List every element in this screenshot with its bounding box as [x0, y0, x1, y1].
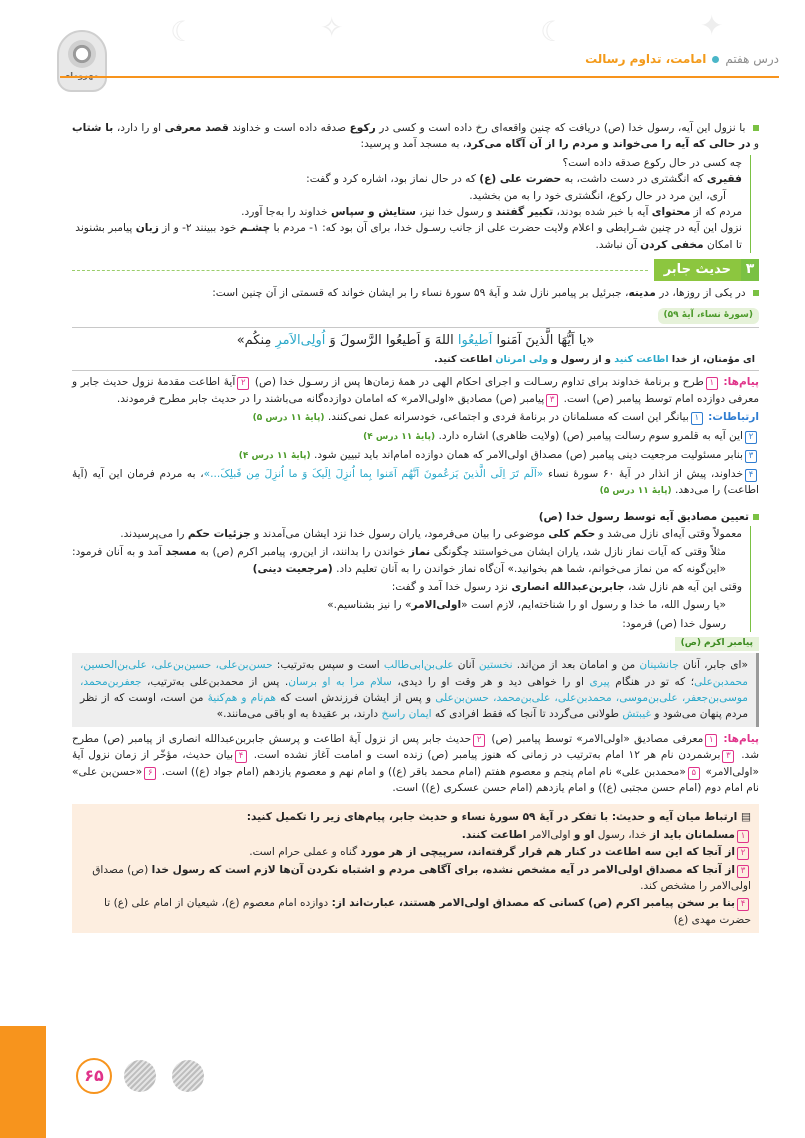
dialogue-line: آری، این مرد در حال رکوع، انگشتری خود را به من بخشید.: [469, 189, 726, 202]
number-badge: ۱: [691, 412, 703, 425]
text: مردم که از: [690, 206, 742, 219]
link-text: بنابر مسئولیت مرجعیت دینی پیامبر (ص) مصداق اولی‌الامر که همان دوازده امام‌اند باید تبیین شود.: [314, 449, 743, 462]
text-bold: اطاعت کنند.: [461, 828, 527, 841]
text-highlight: غیبتش: [622, 708, 651, 721]
lesson-reference: (پایهٔ ۱۱ درس ۵): [252, 413, 325, 424]
messages-block: [72, 374, 759, 407]
text-bold: جزئیات حکم: [187, 527, 251, 540]
number-badge: ۲: [745, 431, 757, 444]
logo-text: مهروماه: [65, 70, 99, 80]
activity-question: [80, 809, 751, 825]
message-text: برشمردن نام هر ۱۲ امام به‌ترتیب در زمانی که هنوز پیامبر (ص) زنده است و امامت آغاز نشده است.: [253, 749, 721, 762]
text-bold: اولی‌الامر: [411, 599, 462, 612]
text-bold: مخفی کردن: [640, 238, 704, 251]
text-bold: جابربن‌عبدالله انصاری: [511, 581, 625, 594]
dialogue-line: [72, 220, 742, 253]
text-bold: مدینه: [628, 287, 656, 300]
message-text: حدیث جابر پس از نزول آیهٔ اطاعت و پرسش جابربن‌عبدالله انصاری از پیامبر (ص) مطرح شد.: [72, 732, 759, 762]
hadith-label: پیامبر اکرم (ص): [675, 637, 759, 651]
text-highlight: جعفربن‌محمد، موسی‌بن‌جعفر، علی‌بن‌موسی، محمدبن‌علی، علی‌بن‌محمد، حسن‌بن‌علی: [80, 675, 748, 705]
message-text: پیامبر (ص) مصادیق «اولی‌الامر» که امامان دوازده‌گانه می‌باشند را در حدیث جابر مطرح فرمودند.: [116, 392, 545, 405]
text-bold: نماز: [408, 546, 431, 559]
text-bold: حضرت علی (ع): [479, 173, 562, 186]
text-bold: حکم کلی: [548, 527, 596, 540]
text: و از رسول و: [548, 353, 615, 365]
text-bold: (مرجعیت دینی): [252, 562, 333, 575]
text-bold: از آنجا که این سه اطاعت در کنار هم قرار گرفته‌اند، سرپیچی از هر مورد: [360, 846, 735, 859]
link-text: خداوند، پیش از انذار در آیهٔ ۶۰ سورهٔ نساء: [543, 468, 743, 481]
text: و پس از ایشان فرزندش است که: [276, 692, 436, 705]
text: نزد رسول خدا آمد و گفت:: [391, 581, 512, 594]
text: خود ببینند ۲- و از: [158, 222, 240, 235]
text-highlight: علی‌بن‌ابی‌طالب: [383, 659, 454, 672]
text-highlight: ولی امرتان: [495, 353, 549, 365]
text-highlight: سلام مرا به او برسان: [288, 675, 392, 688]
text-bold: فقیری: [706, 173, 742, 186]
text-highlight: هم‌نام و هم‌کنیهٔ: [207, 692, 277, 705]
number-badge: ۲: [237, 377, 249, 390]
text: ارتباط میان آیه و حدیث: با تفکر در آیهٔ ۵۹ سورهٔ نساء و حدیث جابر، پیام‌های زیر را تکمیل کنید:: [246, 811, 738, 824]
page-side-bar: [0, 1026, 46, 1138]
message-text: معرفی مصادیق «اولی‌الامر» توسط پیامبر (ص): [491, 732, 704, 745]
text: من و امامان بعد از من‌اند.: [512, 659, 640, 672]
text: آن نباشد.: [595, 238, 641, 251]
text: خدا، رسول: [594, 828, 651, 841]
text: او را دارد،: [113, 122, 165, 134]
verse-box: [72, 327, 759, 372]
subsection-block: [72, 526, 751, 632]
subsection-title: تعیین مصادیق آیه توسط رسول خدا (ص): [72, 509, 759, 525]
subsection-paragraph: [72, 544, 726, 577]
number-badge: ۳: [722, 750, 734, 763]
text: موضوعی را بیان می‌فرمود، یاران رسول خدا نزد ایشان می‌آمدند و: [250, 527, 549, 540]
message-text: «حسن‌بن علی» نام امام دوم (امام حسن مجتبی (ع)) و امام یازدهم (امام حسن عسکری (ع)) است.: [72, 765, 759, 795]
intro-paragraph: [72, 120, 759, 153]
subsection-paragraph: رسول خدا (ص) فرمود:: [622, 617, 726, 630]
star-deco-icon: ✦: [700, 9, 724, 42]
moon-deco-icon: ☾: [540, 15, 566, 48]
link-item: [72, 428, 759, 445]
verse-translation: [76, 353, 755, 368]
text: مِنکُم»: [236, 332, 276, 348]
text-bold: مسجد: [165, 546, 197, 559]
text-highlight: پیری: [589, 675, 610, 688]
number-badge: ۲: [737, 847, 749, 860]
text: پیامبر بشنوند تا امکان: [75, 222, 742, 251]
circle-deco-icon: [124, 1060, 156, 1092]
surah-reference: (سورهٔ نساء، آیهٔ ۵۹): [658, 308, 760, 324]
number-badge: ۵: [688, 767, 700, 780]
text-bold: بنا بر سخن پیامبر اکرم (ص) کسانی که مصداق اولی‌الامر هستند، عبارت‌اند از:: [331, 897, 735, 910]
activity-answer: [80, 895, 751, 928]
subsection-paragraph: [72, 579, 742, 595]
text-highlight: اُولِی‌الاَمرِ: [275, 332, 326, 348]
text-bold: قصد معرفی: [164, 122, 229, 134]
text-bold: او و: [573, 828, 595, 841]
text: گناه و عملی حرام است.: [249, 846, 361, 859]
page-content: [72, 120, 759, 933]
quran-verse: [76, 331, 755, 351]
number-badge: ۱: [706, 377, 718, 390]
text: آیه با خبر شده بودند،: [553, 206, 652, 219]
text: را می‌پرسیدند.: [120, 527, 188, 540]
text: ؛ که تو در هنگام: [609, 675, 695, 688]
subsection-paragraph: [72, 526, 742, 542]
links-label: ارتباطات:: [708, 411, 759, 424]
text: «ای جابر، آنان: [678, 659, 748, 672]
number-badge: ۴: [737, 898, 749, 911]
activity-answer: [80, 827, 751, 843]
link-text: ، به مردم فرمان این آیه (آیهٔ اطاعت) را می‌دهد.: [72, 468, 759, 497]
number-badge: ۴: [745, 469, 757, 482]
number-badge: ۱: [705, 734, 717, 747]
text: ، جبرئیل بر پیامبر نازل شد و آیهٔ ۵۹ سورهٔ نساء را بر ایشان خواند که قسمتی از آن چنین است:: [212, 287, 629, 300]
number-badge: ۳: [546, 394, 558, 407]
text-bold: در حالی که آیه را می‌خواند و مردم را از آن آگاه می‌کرد: [466, 138, 751, 151]
header-dot-icon: [712, 56, 719, 63]
text: طولانی می‌گردد تا آنجا که فقط افرادی که: [431, 708, 623, 721]
section-intro: [72, 285, 759, 301]
number-badge: ۳: [745, 450, 757, 463]
text: که در حال نماز بود، اشاره کرد و گفت:: [306, 173, 480, 186]
text: (ص) مصداق اولی‌الامر را مشخص کند.: [92, 863, 751, 893]
dialogue-line: [72, 204, 742, 220]
lesson-label: درس هفتم: [725, 51, 779, 66]
text: صدقه داده است و خداوند: [228, 122, 350, 134]
text: خواندن را بدانند، از این‌رو، پیامبر اکرم (ص) به: [196, 546, 409, 559]
text-bold: محتوای: [651, 206, 691, 219]
number-badge: ۶: [144, 767, 156, 780]
text: ، به مسجد آمد و پرسید:: [360, 138, 467, 151]
book-icon: ▤: [737, 811, 751, 824]
text-highlight: اطاعت کنید: [614, 353, 669, 365]
text: دارند، بر عقیدهٔ به او باقی می‌مانند.»: [216, 708, 382, 721]
link-text: بیانگر این است که مسلمانان در برنامهٔ فردی و اجتماعی، خودسرانه عمل نمی‌کنند.: [327, 411, 689, 424]
text: ای مؤمنان، از خدا: [668, 353, 755, 365]
circle-deco-icon: [172, 1060, 204, 1092]
header-title: [585, 50, 779, 69]
text: مثلاً وقتی که آیات نماز نازل شد، یاران ایشان می‌خواستند چگونگی: [430, 546, 726, 559]
dialogue-line: [72, 171, 742, 187]
activity-answer: [80, 862, 751, 895]
activity-answer: [80, 844, 751, 860]
text: وقتی این آیه هم نازل شد،: [624, 581, 742, 594]
text: «یا اَیُّهَا الَّذینَ آمَنوا: [492, 332, 595, 348]
text: با نزول این آیه، رسول خدا (ص) دریافت که چنین واقعه‌ای رخ داده است و کسی در: [375, 122, 746, 134]
text-bold: رکوع: [349, 122, 376, 134]
messages-label: پیام‌ها:: [723, 376, 760, 389]
section-title: حدیث جابر: [654, 259, 741, 281]
dialogue-line: چه کسی در حال رکوع صدقه داده است؟: [562, 156, 742, 169]
dialogue-block: [72, 155, 751, 253]
text: خداوند را به‌جا آورد.: [241, 206, 331, 219]
link-item: [72, 447, 759, 464]
text: من است، اوست که از نظر مردم پنهان می‌شود و: [80, 692, 748, 721]
page-number: ۶۵: [76, 1058, 112, 1094]
text-bold: از آنجا که مصداق اولی‌الامر در آیه مشخص نشده، برای آگاهی مردم و اشتباه نکردن آن‌ها لازم است که رسول خدا: [151, 863, 735, 876]
lesson-reference: (پایهٔ ۱۱ درس ۴): [363, 432, 436, 443]
link-text: این آیه به قلمرو سوم رسالت پیامبر (ص) (ولایت ظاهری) اشاره دارد.: [438, 430, 743, 443]
page-header: [60, 42, 779, 78]
text: نزول این آیه در چنین شـرایطی و اعلام ولایت حضرت علی از جانب رسـول خدا، برای آن بود که: ۱- مردم با: [270, 222, 742, 235]
text-highlight: نخستین: [478, 659, 513, 672]
message-text: طرح و برنامهٔ خداوند برای تداوم رسـالت و اجرای احکام الهی در همهٔ زمان‌ها پس از رسـول خدا (ص): [254, 376, 704, 389]
links-block: [72, 409, 759, 426]
text: «یا رسول الله، ما خدا و رسول او را شناخته‌ایم، لازم است «: [461, 599, 726, 612]
activity-box: [72, 804, 759, 933]
text: » را نیز بشناسیم.»: [327, 599, 412, 612]
messages-block: [72, 731, 759, 797]
text: و: [750, 138, 759, 151]
text-bold: مسلمانان باید از: [650, 828, 735, 841]
section-divider: [72, 270, 648, 271]
number-badge: ۴: [235, 750, 247, 763]
text: اللهَ وَ اَطیعُوا الرَّسولَ وَ: [325, 332, 458, 348]
message-text: «محمدبن علی» نام امام پنجم و معصوم هفتم (امام محمد باقر (ع)) و امام نهم و معصوم یازدهم (امام جواد (ع)) است.: [161, 765, 686, 778]
link-item: [72, 466, 759, 499]
text: در یکی از روزها، در: [655, 287, 746, 300]
star-deco-icon: ✧: [320, 11, 344, 44]
text-highlight: جانشینان: [639, 659, 679, 672]
text-bold: چشـم: [239, 222, 271, 235]
chapter-title: امامت، تداوم رسالت: [585, 51, 707, 66]
number-badge: ۲: [473, 734, 485, 747]
text-bold: زبان: [135, 222, 159, 235]
text-highlight: اَطیعُوا: [457, 332, 493, 348]
subsection-paragraph: [72, 597, 726, 613]
number-badge: ۱: [737, 830, 749, 843]
text: اطاعت کنید.: [434, 353, 496, 365]
text-bold: تکبیر گفتند: [495, 206, 554, 219]
text: آمد و به آنان فرمود: «این‌گونه که من نماز می‌خوانم، شما هم بخوانید.» آن‌گاه نماز خواندن را به آنان تعلیم داد.: [72, 546, 726, 575]
number-badge: ۳: [737, 865, 749, 878]
text: دوازده امام معصوم (ع)، شیعیان از امام علی (ع) تا حضرت مهدی (ع): [104, 897, 751, 926]
hadith-box: [72, 653, 759, 727]
text: که انگشتری در دست داشت، به: [561, 173, 707, 186]
text-bold: ستایش و سپاس: [331, 206, 416, 219]
text: معمولاً وقتی آیه‌ای نازل می‌شد و: [595, 527, 742, 540]
lesson-reference: (پایهٔ ۱۱ درس ۴): [238, 451, 311, 462]
message-text: بیان حدیث، مؤخّر از زمان نزول آیهٔ «اولی‌الامر»: [72, 749, 759, 778]
verse-quote: «اَلَم تَرَ اِلَی الَّذینَ یَزعُمونَ اَنَّهُم آمَنوا بِما اُنزِلَ اِلَیکَ وَ ما اُنزِلَ مِن قَبلِکَ...»: [203, 468, 544, 481]
moon-deco-icon: ☾: [170, 15, 196, 48]
lesson-reference: (پایهٔ ۱۱ درس ۵): [599, 486, 672, 497]
section-heading: [72, 259, 759, 281]
message-text: آیهٔ اطاعت مقدمهٔ نزول حدیث جابر و معرفی دوازده امام توسط پیامبر (ص) است.: [72, 376, 759, 405]
text: آنان: [453, 659, 479, 672]
text-highlight: حسن‌بن‌علی، حسین‌بن‌علی، علی‌بن‌الحسین، محمدبن‌علی: [80, 659, 748, 688]
text-bold: با شتاب: [72, 122, 114, 134]
text: و رسول خدا نیز،: [415, 206, 496, 219]
text: . پس از محمدبن‌علی به‌ترتیب،: [141, 675, 289, 688]
text: است و سپس به‌ترتیب:: [272, 659, 384, 672]
section-number: ۳: [741, 259, 759, 281]
text: اولی‌الامر: [526, 828, 574, 841]
text: او را خواهی دید و هر وقت او را دیدی،: [391, 675, 590, 688]
text-highlight: ایمان راسخ: [381, 708, 432, 721]
messages-label: پیام‌ها:: [723, 732, 759, 745]
